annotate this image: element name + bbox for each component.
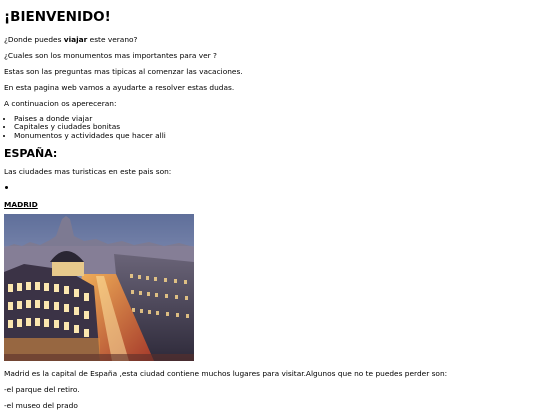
intro-question-travel-bold: viajar [63,35,88,44]
city-title-madrid: MADRID [4,200,38,210]
topics-list [4,115,534,140]
intro-question-travel-start: ¿Donde puedes [4,35,64,44]
intro-line-list-lead: A continuacion os apereceran: [4,99,117,108]
intro-question-monuments: ¿Cuales son los monumentos mas importantes para ver ? [4,51,217,60]
intro-line-help: En esta pagina web vamos a ayudarte a resolver estas dudas. [4,83,235,92]
spain-cities-lead: Las ciudades mas turisticas en este pais son: [4,167,172,177]
madrid-photo [4,214,194,361]
page-title: ¡BIENVENIDO! [4,9,111,25]
intro-line-typical-questions: Estas son las preguntas mas tipicas al comenzar las vacaciones. [4,67,243,76]
section-title-spain: ESPAÑA: [4,147,58,161]
madrid-description: Madrid es la capital de España ,esta ciudad contiene muchos lugares para visitar.Algunos que no te puedes perder son: [4,369,448,379]
intro-question-travel [4,35,534,44]
empty-bullet-list [4,183,534,192]
page-content [4,9,534,417]
madrid-place-retiro: -el parque del retiro. [4,385,80,395]
bullet-dot [5,186,8,189]
intro-question-travel-end: este verano? [87,35,138,44]
list-item: • Monumentos y actividades que hacer alli [14,132,534,140]
madrid-place-prado: -el museo del prado [4,401,78,411]
list-item: • Paises a donde viajar [14,115,534,123]
list-item: • Capitales y ciudades bonitas [14,123,534,131]
